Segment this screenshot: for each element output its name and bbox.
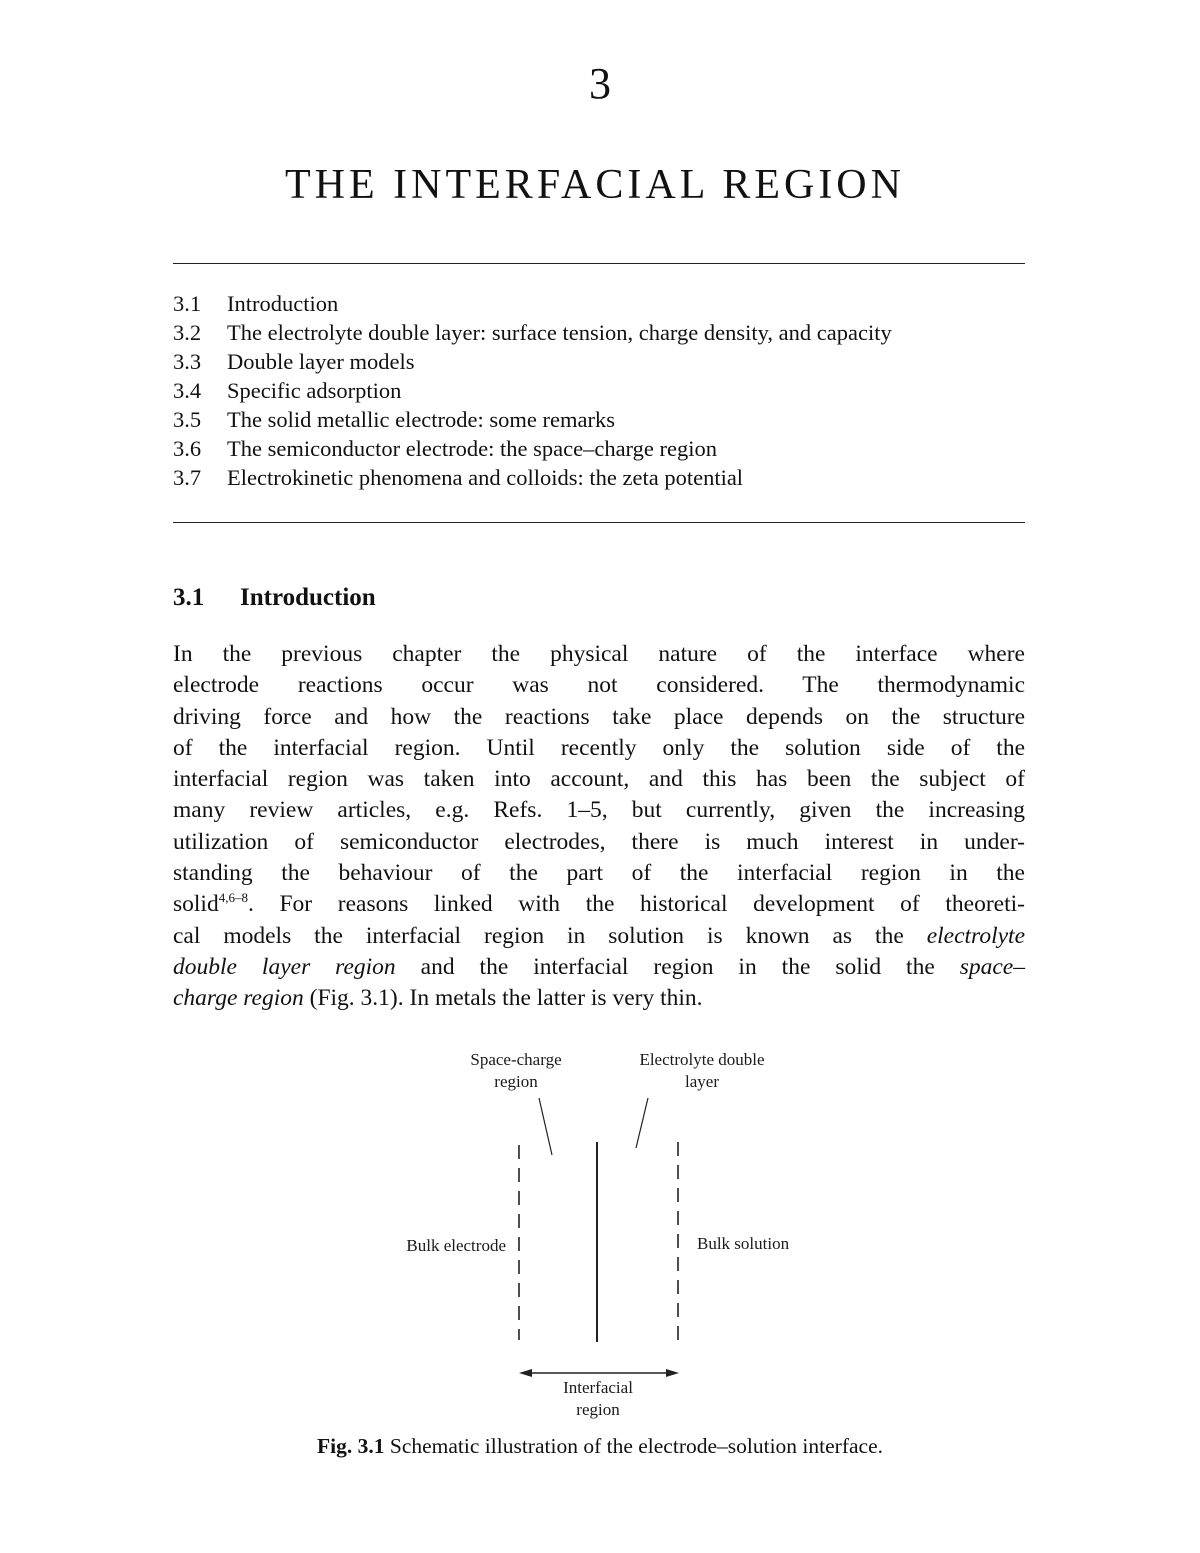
paragraph-line: standing the behaviour of the part of the interfacial region in the [173, 860, 1025, 887]
toc-item [173, 463, 1033, 492]
space-charge-label-line: Space-charge [470, 1050, 562, 1069]
toc-item [173, 347, 1033, 376]
toc-item-number: 3.4 [173, 378, 202, 403]
toc-item-number: 3.6 [173, 436, 202, 461]
toc-item-title: Introduction [227, 291, 339, 316]
emphasis-term: space– [959, 953, 1025, 980]
section-title: Introduction [240, 584, 376, 611]
paragraph-line: electrode reactions occur was not considered. The thermodynamic [173, 672, 1025, 699]
chapter-title: THE INTERFACIAL REGION [285, 162, 905, 208]
paragraph-line: of the interfacial region. Until recently only the solution side of the [173, 734, 1025, 761]
toc-item [173, 318, 1033, 347]
paragraph-line: many review articles, e.g. Refs. 1–5, but currently, given the increasing [173, 797, 1025, 824]
toc-item-number: 3.5 [173, 407, 202, 432]
space-charge-pointer [539, 1098, 552, 1155]
double-layer-label [612, 1049, 792, 1093]
interfacial-region-label [538, 1377, 658, 1421]
paragraph-line: driving force and how the reactions take place depends on the structure [173, 703, 1025, 730]
chapter-number: 3 [589, 59, 611, 108]
toc-item-number: 3.2 [173, 320, 202, 345]
chapter-contents [173, 289, 1033, 492]
line-text: . For reasons linked with the historical development of theoreti- [247, 891, 1025, 918]
double-layer-pointer [636, 1098, 648, 1148]
toc-item-title: The semiconductor electrode: the space–charge region [227, 436, 717, 461]
line-text: and the interfacial region in the solid the [395, 953, 960, 980]
toc-item [173, 434, 1033, 463]
line-text: cal models the interfacial region in solution is known as the [173, 922, 927, 949]
double-layer-label-line: layer [685, 1072, 719, 1091]
line-text: (Fig. 3.1). In metals the latter is very thin. [303, 985, 703, 1012]
section-number: 3.1 [173, 584, 205, 611]
bulk-electrode-label: Bulk electrode [406, 1236, 506, 1255]
emphasis-term: double layer region [173, 953, 396, 980]
paragraph-line: utilization of semiconductor electrodes, there is much interest in under- [173, 828, 1025, 855]
toc-item-title: The electrolyte double layer: surface tension, charge density, and capacity [227, 320, 892, 345]
paragraph-line [173, 921, 1025, 952]
paragraph-line [173, 889, 1025, 920]
toc-item-title: Specific adsorption [227, 378, 402, 403]
figure-caption-label: Fig. 3.1 [317, 1434, 385, 1458]
paragraph-line [173, 952, 1025, 983]
toc-item [173, 405, 1033, 434]
arrow-left-head [519, 1369, 532, 1377]
space-charge-label [451, 1049, 581, 1093]
toc-item-number: 3.7 [173, 465, 202, 490]
toc-top-rule [173, 263, 1025, 264]
toc-item-number: 3.1 [173, 291, 202, 316]
double-layer-label-line: Electrolyte double [639, 1050, 765, 1069]
figure-caption [0, 1434, 1200, 1459]
toc-item-title: Double layer models [227, 349, 415, 374]
toc-item-title: The solid metallic electrode: some remarks [227, 407, 615, 432]
space-charge-label-line: region [494, 1072, 538, 1091]
emphasis-term: electrolyte [926, 922, 1025, 949]
line-text: solid [173, 891, 219, 918]
paragraph-line: interfacial region was taken into account, and this has been the subject of [173, 766, 1025, 793]
toc-item [173, 289, 1033, 318]
section-heading [173, 583, 376, 613]
toc-item-number: 3.3 [173, 349, 202, 374]
toc-item [173, 376, 1033, 405]
toc-item-title: Electrokinetic phenomena and colloids: the zeta potential [227, 465, 744, 490]
toc-bottom-rule [173, 522, 1025, 523]
intro-paragraph [173, 639, 1025, 1015]
paragraph-line [173, 983, 1025, 1014]
interfacial-label-line: Interfacial [563, 1378, 633, 1397]
reference-superscript: 4,6–8 [218, 890, 248, 906]
arrow-right-head [666, 1369, 679, 1377]
figure-caption-text: Schematic illustration of the electrode–solution interface. [384, 1434, 883, 1458]
emphasis-term: charge region [173, 985, 304, 1012]
bulk-solution-label: Bulk solution [697, 1234, 790, 1253]
paragraph-line: In the previous chapter the physical nature of the interface where [173, 641, 1025, 667]
interfacial-label-line: region [576, 1400, 620, 1419]
